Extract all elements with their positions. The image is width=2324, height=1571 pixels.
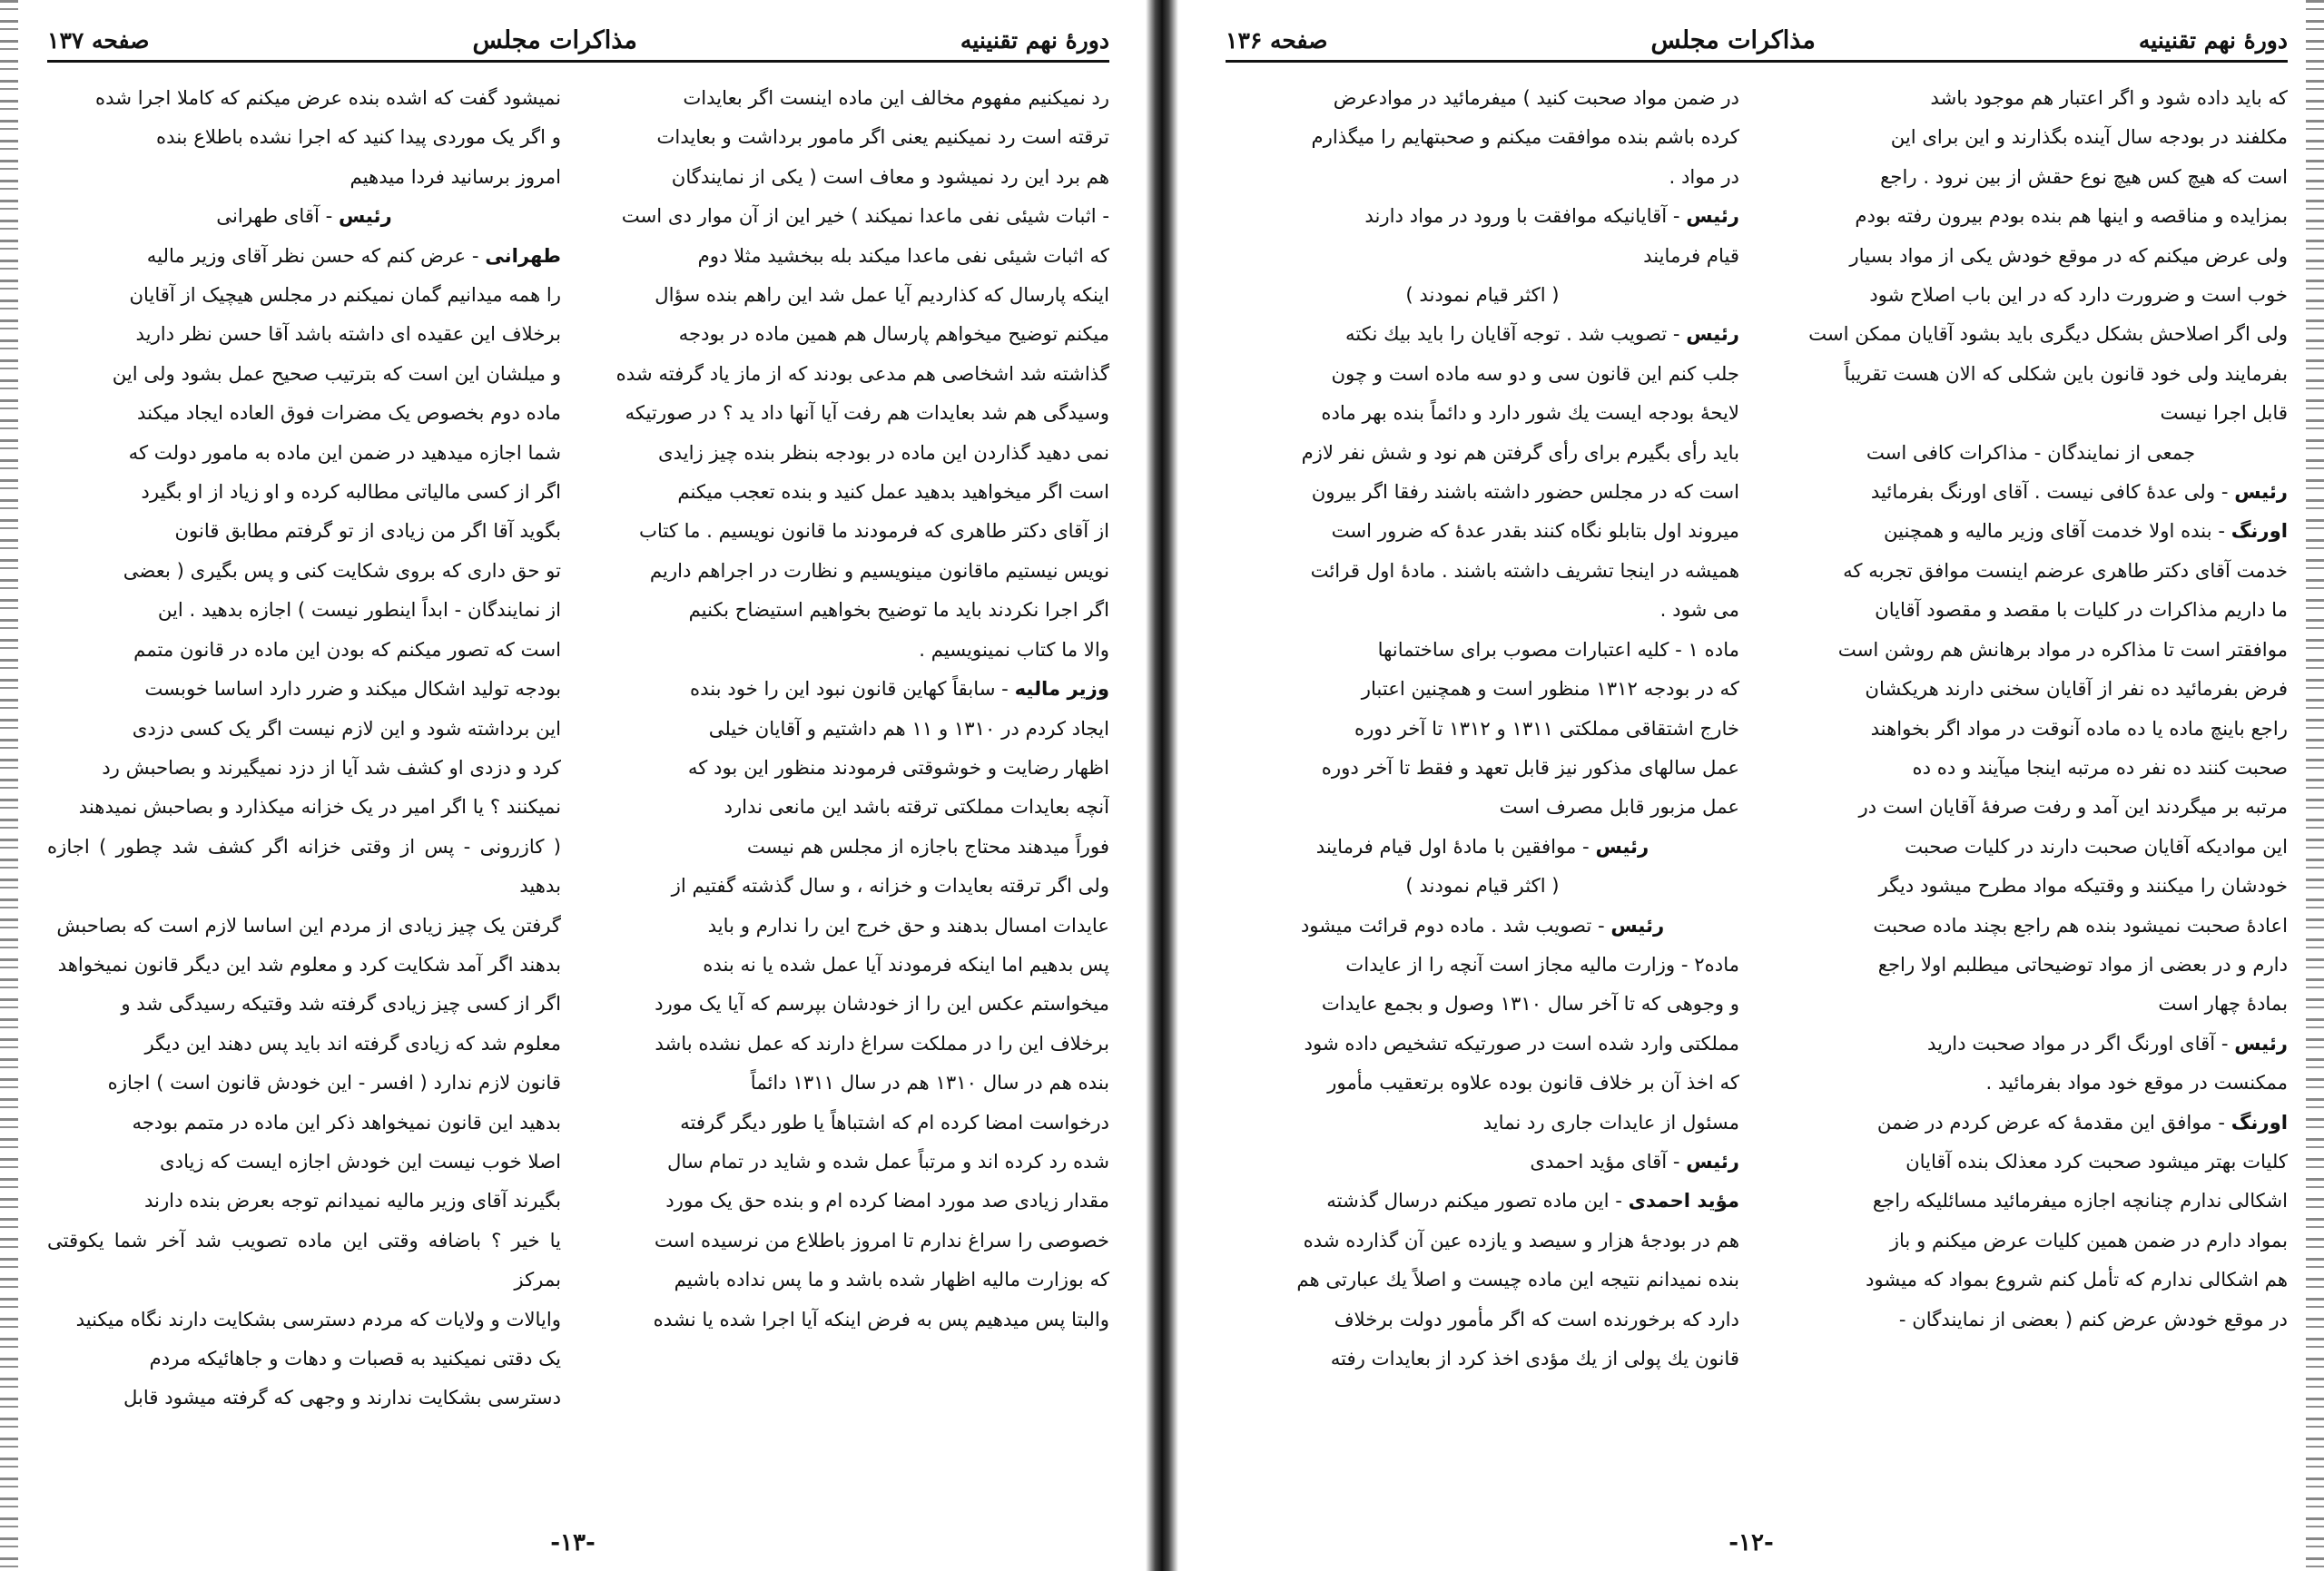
line-text: - ولی عدهٔ کافی نیست . آقای اورنگ بفرمائید — [1870, 480, 2235, 504]
line-text: - اثبات شیئی نفی ماعدا نمیکند ) خیر این از آن موار دی است — [621, 204, 1109, 228]
text-line — [47, 984, 561, 1023]
left-page-left-column — [47, 78, 561, 1507]
line-text: است که هیچ کس هیچ نوع حقش از بین نرود . راجع — [1880, 164, 2288, 188]
text-line — [1774, 827, 2288, 866]
line-text: یا خیر ؟ باضافه وقتی این ماده تصویب شد آخر شما یکوقتی بمرکز — [47, 1228, 561, 1291]
text-line — [1226, 314, 1739, 353]
line-text: ایجاد کردم در ۱۳۱۰ و ۱۱ هم داشتیم و آقایان خیلی — [708, 716, 1109, 740]
text-line — [1226, 157, 1739, 196]
line-text: هم اشکالی ندارم که تأمل کنم شروع بمواد که میشود — [1865, 1268, 2288, 1291]
text-line — [47, 1103, 561, 1142]
text-line — [596, 630, 1109, 669]
line-text: که در بودجه ۱۳۱۲ منظور است و همچنین اعتبار — [1361, 677, 1739, 701]
text-line — [596, 511, 1109, 550]
line-text: اظهار رضایت و خوشوقتی فرمودند منظور این بود که — [687, 755, 1109, 779]
speaker-name: رئیس — [1686, 1149, 1739, 1173]
line-text: معلوم شد که زیادی گرفته اند باید پس دهند این دیگر — [144, 1031, 561, 1055]
line-text: گذاشته شد اشخاصی هم مدعی بودند که از ماز یاد گرفته شده — [615, 361, 1109, 385]
text-line — [1774, 1024, 2288, 1063]
text-line — [47, 748, 561, 787]
line-text: تو حق داری که بروی شکایت کنی و پس بگیری ( بعضی — [123, 558, 561, 582]
right-header-page-number: صفحه ۱۳۶ — [1226, 26, 1328, 54]
text-line — [1774, 1181, 2288, 1220]
right-page-edge — [2306, 0, 2324, 1571]
text-line — [47, 551, 561, 590]
line-text: مسئول از عایدات جاری رد نماید — [1482, 1110, 1739, 1134]
speaker-name: وزیر مالیه — [1014, 677, 1109, 701]
line-text: که بوزارت مالیه اظهار شده باشد و ما پس نداده باشیم — [674, 1268, 1109, 1291]
line-text: از نمایندگان - ابداً اینطور نیست ) اجازه بدهید . این — [157, 598, 561, 622]
left-page — [0, 0, 1146, 1571]
text-line — [47, 1300, 561, 1339]
text-line — [1774, 433, 2288, 472]
text-line — [596, 748, 1109, 787]
line-text: ماده ۱ - کلیه اعتبارات مصوب برای ساختمانها — [1377, 637, 1739, 661]
right-page-header — [1226, 20, 2288, 63]
line-text: خوب است و ضرورت دارد که در این باب اصلاح شود — [1869, 283, 2288, 307]
left-header-page-number: صفحه ۱۳۷ — [47, 26, 150, 54]
text-line — [1226, 117, 1739, 156]
text-line — [1774, 906, 2288, 945]
left-page-columns — [47, 78, 1109, 1507]
text-line — [1226, 630, 1739, 669]
text-line — [596, 275, 1109, 314]
text-line — [596, 590, 1109, 629]
line-text: - سابقاً کهاین قانون نبود این را خود بنده — [690, 677, 1015, 701]
text-line — [1774, 196, 2288, 235]
text-line — [1226, 1063, 1739, 1102]
speaker-name: رئیس — [1610, 913, 1665, 937]
text-line — [596, 787, 1109, 826]
speaker-name: رئیس — [1686, 322, 1739, 346]
text-line — [1774, 472, 2288, 511]
speaker-name: رئیس — [1686, 204, 1739, 228]
line-text: اشکالی ندارم چنانچه اجازه میفرمائید مسائلیکه راجع — [1872, 1189, 2288, 1213]
line-text: اگر از کسی مالیاتی مطالبه کرده و او زیاد از او بگیرد — [141, 480, 561, 504]
line-text: ( اکثر قیام نمودند ) — [1405, 874, 1560, 898]
line-text: لایحهٔ بودجه ایست یك شور دارد و دائماً بنده بهر ماده — [1321, 401, 1739, 425]
right-page-folio: -۱۲- — [1728, 1529, 1774, 1556]
text-line — [1226, 236, 1739, 275]
line-text: کرده باشم بنده موافقت میکنم و صحبتهایم را میگذارم — [1311, 125, 1739, 149]
line-text: بمادهٔ چهار است — [2158, 992, 2288, 1016]
text-line — [596, 984, 1109, 1023]
line-text: خدمت آقای دکتر طاهری عرضم اینست موافق تجربه که — [1843, 558, 2288, 582]
text-line — [47, 945, 561, 984]
line-text: است که تصور میکنم که بودن این ماده در قانون متمم — [133, 637, 561, 661]
text-line — [47, 78, 561, 117]
text-line — [596, 157, 1109, 196]
speaker-name: طهرانی — [485, 243, 561, 267]
line-text: عمل مزبور قابل مصرف است — [1499, 795, 1739, 819]
text-line — [1774, 787, 2288, 826]
line-text: بفرمایند ولی خود قانون باین شکلی که الان هست تقریباً — [1844, 361, 2288, 385]
left-header-title: مذاکرات مجلس — [472, 25, 637, 54]
text-line — [1226, 748, 1739, 787]
line-text: در موقع خودش عرض کنم ( بعضی از نمایندگان - — [1898, 1307, 2288, 1330]
text-line — [1774, 630, 2288, 669]
line-text: همیشه در اینجا تشریف داشته باشند . مادهٔ اول قرائت — [1310, 558, 1739, 582]
text-line — [596, 669, 1109, 708]
line-text: یک دقتی نمیکنید به قصبات و دهات و جاهائیکه مردم — [149, 1347, 561, 1370]
text-line — [1226, 1103, 1739, 1142]
line-text: بنده نمیدانم نتیجه این ماده چیست و اصلاً یك عبارتی هم — [1296, 1268, 1739, 1291]
text-line — [596, 1142, 1109, 1181]
text-line — [47, 906, 561, 945]
text-line — [596, 1300, 1109, 1339]
text-line — [47, 590, 561, 629]
line-text: کرد و دزدی او کشف شد آیا از دزد نمیگیرند و بصاحبش رد — [102, 755, 561, 779]
line-text: مقدار زیادی صد مورد امضا کرده ام و بنده حق یک مورد — [665, 1189, 1109, 1213]
line-text: و وجوهی که تا آخر سال ۱۳۱۰ وصول و بجمع عایدات — [1321, 992, 1739, 1016]
text-line — [596, 1063, 1109, 1102]
text-line — [47, 1024, 561, 1063]
left-page-folio: -۱۳- — [550, 1529, 596, 1556]
text-line — [47, 630, 561, 669]
line-text: - آقایانیکه موافقت با ورود در مواد دارند — [1364, 204, 1687, 228]
line-text: والا ما کتاب نمینویسیم . — [919, 637, 1109, 661]
text-line — [47, 511, 561, 550]
text-line — [47, 157, 561, 196]
line-text: صحبت کنند ده نفر ده مرتبه اینجا میآیند و ده ده — [1912, 755, 2288, 779]
line-text: نمی دهید گذاردن این ماده در بودجه بنظر بنده چیز زایدی — [657, 440, 1109, 464]
line-text: این موادیکه آقایان صحبت دارند در کلیات صحبت — [1905, 834, 2288, 858]
text-line — [47, 117, 561, 156]
line-text: برخلاف این عقیده ای داشته باشد آقا حسن نظر دارید — [135, 322, 561, 346]
left-page-edge — [0, 0, 18, 1571]
left-header-volume: دورهٔ نهم تقنینیه — [960, 26, 1109, 54]
line-text: فرض بفرمائید ده نفر از آقایان سخنی دارند هریکشان — [1865, 677, 2288, 701]
line-text: کلیات بهتر میشود صحبت کرد معذلک بنده آقایان — [1905, 1149, 2288, 1173]
text-line — [47, 709, 561, 748]
line-text: میخواستم عکس این را از خودشان بپرسم که آیا یک مورد — [655, 992, 1109, 1016]
line-text: دسترسی بشکایت ندارند و وجهی که گرفته میشود قابل — [123, 1386, 561, 1409]
text-line — [47, 236, 561, 275]
text-line — [1226, 866, 1739, 905]
text-line — [47, 275, 561, 314]
line-text: مملکتی وارد شده است در صورتیکه تشخیص داده شود — [1304, 1031, 1739, 1055]
text-line — [596, 1103, 1109, 1142]
line-text: اصلا خوب نیست این خودش اجازه ایست که زیادی — [160, 1149, 561, 1173]
text-line — [596, 236, 1109, 275]
text-line — [1226, 1339, 1739, 1378]
line-text: خصوصی را سراغ ندارم تا امروز باطلاع من نرسیده است — [654, 1228, 1109, 1252]
line-text: - آقای اورنگ اگر در مواد صحبت دارید — [1927, 1031, 2235, 1055]
line-text: بگوید آقا اگر من زیادی از تو گرفتم مطابق قانون — [174, 519, 561, 543]
text-line — [1774, 275, 2288, 314]
text-line — [1226, 945, 1739, 984]
text-line — [1226, 511, 1739, 550]
text-line — [47, 314, 561, 353]
text-line — [1226, 827, 1739, 866]
text-line — [47, 354, 561, 393]
speaker-name: رئیس — [338, 204, 392, 228]
text-line — [47, 433, 561, 472]
line-text: اعادهٔ صحبت نمیشود بنده هم راجع بچند ماده صحبت — [1873, 913, 2288, 937]
text-line — [1226, 275, 1739, 314]
text-line — [47, 1063, 561, 1102]
line-text: مکلفند در بودجه سال آینده بگذارند و این برای این — [1890, 125, 2288, 149]
line-text: ترقته است رد نمیکنیم یعنی اگر مامور برداشت و بعایدات — [656, 125, 1109, 149]
line-text: می شود . — [1659, 598, 1739, 622]
line-text: در مواد . — [1669, 164, 1739, 188]
text-line — [1226, 1142, 1739, 1181]
text-line — [47, 472, 561, 511]
text-line — [596, 117, 1109, 156]
line-text: شده رد کرده اند و مرتباً عمل شده و شاید در تمام سال — [666, 1149, 1109, 1173]
line-text: - این ماده تصور میکنم درسال گذشته — [1326, 1189, 1629, 1213]
line-text: باید رأی بگیرم برای رأی گرفتن هم نود و شش نفر لازم — [1301, 440, 1739, 464]
line-text: ولی اگر اصلاحش بشکل دیگری باید بشود آقایان ممکن است — [1808, 322, 2288, 346]
text-line — [1226, 590, 1739, 629]
line-text: هم برد این رد نمیشود و معاف است ( یکی از نمایندگان — [671, 164, 1109, 188]
line-text: اگر اجرا نکردند باید ما توضیح بخواهیم استیضاح بکنیم — [688, 598, 1109, 622]
line-text: رد نمیکنیم مفهوم مخالف این ماده اینست اگر بعایدات — [683, 86, 1109, 109]
text-line — [1774, 157, 2288, 196]
line-text: و میلشان این است که بترتیب صحیح عمل بشود ولی این — [112, 361, 561, 385]
line-text: مرتبه بر میگردند این آمد و رفت صرفهٔ آقایان است در — [1858, 795, 2288, 819]
text-line — [596, 1260, 1109, 1299]
right-page — [1178, 0, 2324, 1571]
speaker-name: رئیس — [2234, 480, 2288, 504]
text-line — [596, 709, 1109, 748]
text-line — [596, 196, 1109, 235]
line-text: ماده دوم بخصوص یک مضرات فوق العاده ایجاد میکند — [137, 401, 561, 425]
line-text: این برداشته شود و این لازم نیست اگر یک کسی دزدی — [132, 716, 561, 740]
text-line — [1774, 551, 2288, 590]
text-line — [1226, 906, 1739, 945]
line-text: آنچه بعایدات مملکتی ترقته باشد این مانعی ندارد — [724, 795, 1109, 819]
text-line — [1226, 709, 1739, 748]
text-line — [47, 196, 561, 235]
text-line — [1226, 393, 1739, 432]
text-line — [47, 1378, 561, 1417]
line-text: ما داریم مذاکرات در کلیات با مقصد و مقصود آقایان — [1875, 598, 2288, 622]
line-text: هم در بودجهٔ هزار و سیصد و یازده عین آن گذارده شده — [1303, 1228, 1739, 1252]
line-text: قیام فرمایند — [1643, 243, 1739, 267]
line-text: است اگر میخواهید بدهید عمل کنید و بنده تعجب میکنم — [677, 480, 1109, 504]
text-line — [1226, 1024, 1739, 1063]
line-text: عمل سالهای مذکور نیز قابل تعهد و فقط تا آخر دوره — [1321, 755, 1739, 779]
line-text: قانون یك پولی از یك مؤدی اخذ کرد از بعایدات رفته — [1330, 1347, 1739, 1370]
line-text: خودشان را میکنند و وقتیکه مواد مطرح میشود دیگر — [1878, 874, 2288, 898]
book-spine — [1146, 0, 1178, 1571]
text-line — [47, 393, 561, 432]
text-line — [47, 1181, 561, 1220]
line-text: گرفتن یک چیز زیادی از مردم این اساسا لازم است که بصاحبش — [56, 913, 561, 937]
text-line — [1226, 669, 1739, 708]
text-line — [1226, 551, 1739, 590]
line-text: را همه میدانیم گمان نمیکنم در مجلس هیچیک از آقایان — [129, 283, 561, 307]
text-line — [1774, 669, 2288, 708]
text-line — [596, 866, 1109, 905]
line-text: - عرض کنم که حسن نظر آقای وزیر مالیه — [146, 243, 486, 267]
text-line — [47, 669, 561, 708]
line-text: بمزایده و مناقصه و اینها هم بنده بودم بیرون رفته بودم — [1855, 204, 2288, 228]
line-text: میکنم توضیح میخواهم پارسال هم همین ماده در بودجه — [678, 322, 1109, 346]
line-text: - تصویب شد . ماده دوم قرائت میشود — [1300, 913, 1611, 937]
line-text: والبتا پس میدهیم پس به فرض اینکه آیا اجرا شده یا نشده — [653, 1307, 1109, 1330]
line-text: از آقای دکتر طاهری که فرمودند ما قانون نویسیم . ما کتاب — [639, 519, 1109, 543]
line-text: بدهید این قانون نمیخواهد ذکر این ماده در متمم بودجه — [132, 1110, 561, 1134]
line-text: عایدات امسال بدهند و حق خرج این را ندارم و باید — [707, 913, 1109, 937]
text-line — [596, 945, 1109, 984]
text-line — [1774, 709, 2288, 748]
line-text: ولی عرض میکنم که در موقع خودش یکی از مواد بسیار — [1849, 243, 2288, 267]
line-text: فوراً میدهند محتاج باجازه از مجلس هم نیست — [746, 834, 1109, 858]
text-line — [1774, 1300, 2288, 1339]
text-line — [1226, 1221, 1739, 1260]
left-page-right-column — [596, 78, 1109, 1507]
text-line — [1774, 1221, 2288, 1260]
text-line — [1774, 945, 2288, 984]
line-text: نمیکنند ؟ یا اگر امیر در یک خزانه میکذارد و بصاحبش نمیدهند — [78, 795, 561, 819]
line-text: - موافق این مقدمهٔ که عرض کردم در ضمن — [1876, 1110, 2231, 1134]
line-text: جمعی از نمایندگان - مذاکرات کافی است — [1866, 440, 2196, 464]
text-line — [596, 1181, 1109, 1220]
text-line — [596, 1024, 1109, 1063]
text-line — [47, 827, 561, 906]
line-text: وایالات و ولایات که مردم دسترسی بشکایت دارند نگاه میکنید — [75, 1307, 561, 1330]
line-text: در ضمن مواد صحبت کنید ) میفرمائید در موادعرض — [1333, 86, 1739, 109]
line-text: میروند اول بتابلو نگاه کنند بقدر عدهٔ که ضرور است — [1331, 519, 1739, 543]
line-text: نویس نیستیم ماقانون مینویسیم و نظارت در اجراهم داریم — [649, 558, 1109, 582]
text-line — [1226, 984, 1739, 1023]
text-line — [1226, 1300, 1739, 1339]
left-page-header — [47, 20, 1109, 63]
text-line — [596, 78, 1109, 117]
text-line — [1226, 472, 1739, 511]
line-text: که باید داده شود و اگر اعتبار هم موجود باشد — [1930, 86, 2288, 109]
text-line — [596, 433, 1109, 472]
line-text: بگیرند آقای وزیر مالیه نمیدانم توجه بعرض بنده دارند — [143, 1189, 561, 1213]
line-text: که اثبات شیئی نفی ماعدا میکند بله ببخشید مثلا دوم — [697, 243, 1109, 267]
text-line — [1226, 354, 1739, 393]
text-line — [1226, 78, 1739, 117]
text-line — [596, 827, 1109, 866]
line-text: جلب کنم این قانون سی و دو سه ماده است و چون — [1331, 361, 1739, 385]
line-text: بودجه تولید اشکال میکند و ضرر دارد اساسا خوبست — [144, 677, 561, 701]
right-page-left-column — [1226, 78, 1739, 1507]
text-line — [1774, 866, 2288, 905]
line-text: بمواد دارم در ضمن همین کلیات عرض میکنم و باز — [1889, 1228, 2288, 1252]
text-line — [1774, 1260, 2288, 1299]
text-line — [1774, 1103, 2288, 1142]
text-line — [1226, 196, 1739, 235]
text-line — [596, 354, 1109, 393]
line-text: - آقای طهرانی — [216, 204, 339, 228]
text-line — [596, 393, 1109, 432]
line-text: ممکنست در موقع خود مواد بفرمائید . — [1985, 1071, 2288, 1095]
line-text: دارد که برخورنده است که اگر مأمور دولت برخلاف — [1334, 1307, 1739, 1330]
line-text: ( اکثر قیام نمودند ) — [1405, 283, 1560, 307]
text-line — [47, 787, 561, 826]
text-line — [1226, 1181, 1739, 1220]
text-line — [1774, 236, 2288, 275]
text-line — [1226, 433, 1739, 472]
text-line — [1774, 393, 2288, 432]
line-text: شما اجازه میدهید در ضمن این ماده به مامور دولت که — [128, 440, 561, 464]
line-text: اگر از کسی چیز زیادی گرفته شد وقتیکه رسیدگی شد و — [121, 992, 561, 1016]
line-text: قابل اجرا نیست — [2160, 401, 2288, 425]
text-line — [596, 551, 1109, 590]
text-line — [1774, 1063, 2288, 1102]
line-text: خارج اشتقاقی مملکتی ۱۳۱۱ و ۱۳۱۲ تا آخر دوره — [1354, 716, 1739, 740]
text-line — [1226, 1260, 1739, 1299]
text-line — [1774, 984, 2288, 1023]
text-line — [47, 1221, 561, 1300]
text-line — [1774, 1142, 2288, 1181]
speaker-name: رئیس — [1595, 834, 1649, 858]
text-line — [1226, 787, 1739, 826]
line-text: بنده هم در سال ۱۳۱۰ هم در سال ۱۳۱۱ دائماً — [750, 1071, 1109, 1095]
line-text: نمیشود گفت که اشده بنده عرض میکنم که کاملا اجرا شده — [94, 86, 561, 109]
right-page-right-column — [1774, 78, 2288, 1507]
right-header-volume: دورهٔ نهم تقنینیه — [2138, 26, 2288, 54]
text-line — [47, 1142, 561, 1181]
line-text: پس بدهیم اما اینکه فرمودند آیا عمل شده یا نه بنده — [703, 952, 1109, 976]
line-text: که اخذ آن بر خلاف قانون بوده علاوه برتعقیب مأمور — [1327, 1071, 1739, 1095]
text-line — [596, 314, 1109, 353]
line-text: است که در مجلس حضور داشته باشند رفقا اگر بیرون — [1311, 480, 1739, 504]
line-text: بدهند اگر آمد شکایت کرد و معلوم شد این دیگر قانون نمیخواهد — [57, 952, 561, 976]
line-text: ولی اگر ترقته بعایدات و خزانه ، و سال گذشته گفتیم از — [671, 874, 1109, 898]
line-text: و اگر یک موردی پیدا کنید که اجرا نشده باطلاع بنده — [156, 125, 561, 149]
text-line — [1774, 314, 2288, 353]
speaker-name: اورنگ — [2230, 1110, 2288, 1134]
text-line — [47, 1339, 561, 1378]
right-header-title: مذاکرات مجلس — [1650, 25, 1816, 54]
text-line — [596, 472, 1109, 511]
text-line — [1774, 511, 2288, 550]
line-text: امروز برسانید فردا میدهیم — [350, 164, 561, 188]
text-line — [1774, 748, 2288, 787]
line-text: - آقای مؤید احمدی — [1530, 1149, 1687, 1173]
text-line — [1774, 354, 2288, 393]
text-line — [596, 906, 1109, 945]
line-text: درخواست امضا کرده ام که اشتباهاً یا طور دیگر گرفته — [680, 1110, 1109, 1134]
speaker-name: مؤید احمدی — [1628, 1189, 1739, 1213]
line-text: راجع باینچ ماده یا ده ماده آنوقت در مواد اگر بخواهند — [1870, 716, 2288, 740]
speaker-name: اورنگ — [2230, 519, 2288, 543]
text-line — [1774, 590, 2288, 629]
speaker-name: رئیس — [2234, 1031, 2288, 1055]
line-text: دارم و در بعضی از مواد توضیحاتی میطلبم اولا راجع — [1877, 952, 2288, 976]
line-text: موافقتر است تا مذاکره در مواد برهانش هم روشن است — [1837, 637, 2288, 661]
line-text: برخلاف این را در مملکت سراغ دارند که عمل نشده باشد — [655, 1031, 1109, 1055]
text-line — [596, 1221, 1109, 1260]
line-text: ( کازرونی - پس از وقتی خزانه اگر کشف شد چطور ) اجازه بدهید — [47, 834, 561, 898]
text-line — [1774, 117, 2288, 156]
line-text: اینکه پارسال که کذاردیم آیا عمل شد این راهم بنده سؤال — [655, 283, 1109, 307]
right-page-columns — [1226, 78, 2288, 1507]
line-text: قانون لازم ندارد ( افسر - این خودش قانون است ) اجازه — [107, 1071, 561, 1095]
line-text: - بنده اولا خدمت آقای وزیر مالیه و همچنین — [1884, 519, 2231, 543]
line-text: وسیدگی هم شد بعایدات هم رفت آیا آنها داد ید ؟ در صورتیکه — [625, 401, 1109, 425]
line-text: - موافقین با مادهٔ اول قیام فرمایند — [1315, 834, 1596, 858]
line-text: - تصویب شد . توجه آقایان را باید بیك نکته — [1345, 322, 1687, 346]
line-text: ماده۲ - وزارت مالیه مجاز است آنچه را از عایدات — [1345, 952, 1739, 976]
text-line — [1774, 78, 2288, 117]
